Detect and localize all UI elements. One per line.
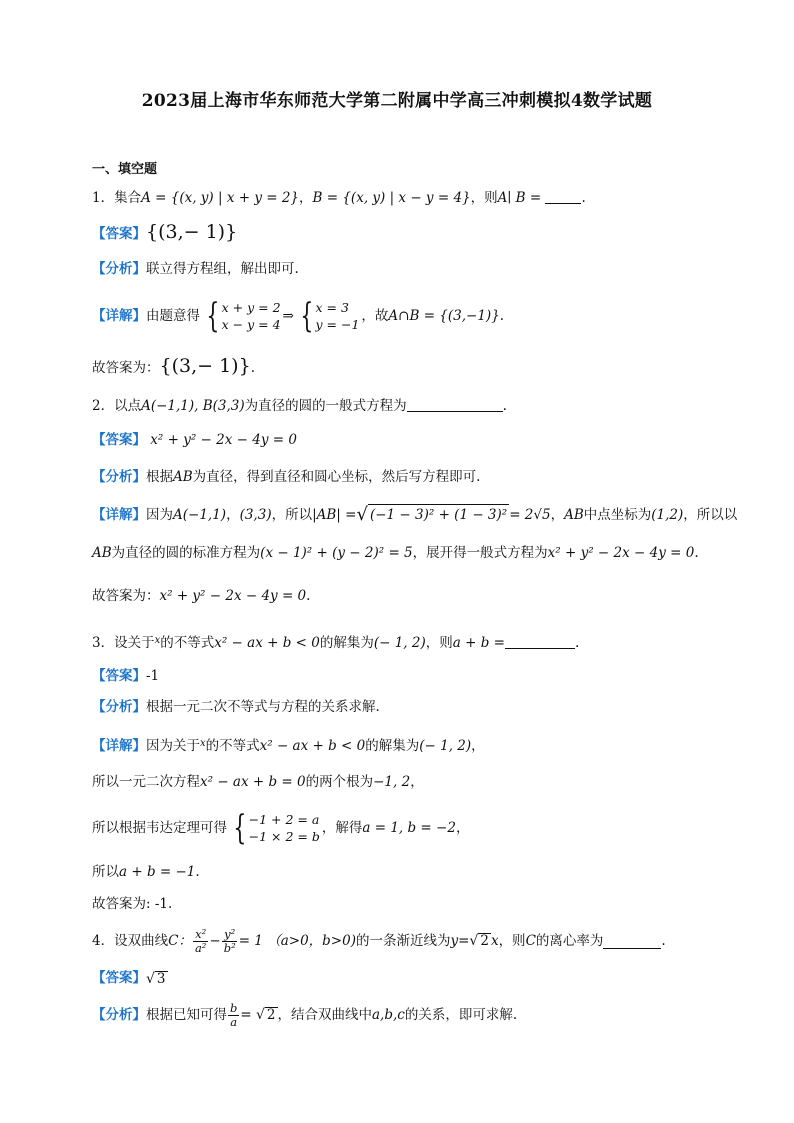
equation: x − y = 4 [221,317,281,332]
q2-conclusion [92,586,724,606]
fraction [222,928,238,955]
text: 的解集为 [319,635,374,651]
text: . [306,588,311,604]
denominator: b² [223,940,236,955]
equation: x = 3 [315,300,349,315]
expression: A∣ B = [497,190,542,206]
text: 所以根据韦达定理可得 [92,820,227,836]
question-2: 2．以点A(−1,1), B(3,3)为直径的圆的一般式方程为 . [92,398,507,414]
expression: = 2√5 [509,507,551,523]
q4-analysis [92,998,724,1032]
center-point: (1,2) [651,507,684,523]
answer-value: x² + y² − 2x − 4y = 0 [150,432,297,448]
q2-detail-line1 [92,503,738,527]
text: ， [455,820,470,836]
q1-detail [92,296,724,336]
analysis-tag: 【分析】 [92,699,146,715]
set-b: B = {(x, y) | x − y = 4} [312,190,471,206]
radicand: (−1 − 3)² + (1 − 3)² [368,504,509,526]
answer-tag: 【答案】 [92,432,146,448]
numerator: x² [195,926,207,941]
equation: x + y = 2 [221,300,281,315]
text: . [694,545,699,561]
answer-tag: 【答案】 [92,226,146,242]
text: 为直径的圆的一般式方程为 [244,398,407,414]
vieta-system: { −1 + 2 = a −1 × 2 = b [233,808,320,848]
text: 的一条渐近线为 [355,933,451,949]
square-root: √ 3 [146,970,166,987]
q2-detail-line2 [92,543,724,563]
answer-blank [603,934,661,949]
distance: |AB| = [312,507,357,523]
q1-answer [92,222,724,244]
text: 因为 [146,507,173,523]
question-4 [92,924,724,958]
text: ，则 [470,190,498,206]
text: 为直径，得到直径和圆心坐标，然后写方程即可. [192,469,481,485]
variable: x [490,933,499,949]
answer-value: {(3,− 1)} [146,221,238,243]
text: ，则 [425,635,453,651]
numerator: y² [224,926,236,941]
inequality: x² − ax + b < 0 [259,738,366,754]
equation: (x − 1)² + (y − 2)² = 5 [260,545,413,561]
variable: x [200,738,206,749]
text: 由题意得 [146,308,200,324]
equation: x² − ax + b = 0 [200,774,306,790]
condition: （a>0，b>0) [267,933,356,949]
analysis-text: 根据一元二次不等式与方程的关系求解. [146,699,380,715]
question-1: 1．集合A = {(x, y) | x + y = 2}，B = {(x, y) | x − y = 4}，则A∣ B = . [92,190,586,206]
solution-system: { x = 3 y = −1 [300,296,360,336]
question-3 [92,631,724,653]
analysis-tag: 【分析】 [92,1007,146,1023]
equation: y = −1 [315,317,360,332]
text: 的两个根为 [305,774,374,790]
question-number: 1． [92,190,115,206]
text: 设双曲线 [114,933,169,949]
expression: = 1 [238,933,263,949]
analysis-text: 联立得方程组，解出即可. [146,261,299,277]
exam-title: 2023届上海市华东师范大学第二附属中学高三冲刺模拟4数学试题 [141,91,653,111]
square-root: √ 2 [469,933,489,949]
square-root: √ (−1 − 3)² + (1 − 3)² [356,504,508,525]
q3-detail-line4 [92,862,724,882]
roots: −1, 2 [373,774,411,790]
text: ，解得 [321,820,363,836]
text: ， [410,774,424,790]
text: 的解集为 [365,738,420,754]
text: ，结合双曲线中 [277,1007,372,1023]
answer-blank [545,189,581,204]
text: ，故 [361,308,389,324]
segment: AB [92,545,112,561]
denominator: a [230,1014,238,1029]
square-root: √ 2 [255,1007,276,1023]
expression: a + b = [452,635,505,651]
question-number: 4． [92,933,115,949]
answer-value: -1 [146,668,160,684]
text: 因为关于 [146,738,200,754]
q2-answer [92,430,724,450]
detail-tag: 【详解】 [92,308,146,324]
question-number: 3． [92,635,115,651]
fraction [193,928,208,955]
variables: a,b,c [372,1007,405,1023]
conclusion-value: x² + y² − 2x − 4y = 0 [159,588,307,604]
segment: AB [564,507,584,523]
text: 设关于 [114,635,155,651]
segment: AB [173,469,193,485]
text: 为直径的圆的标准方程为 [111,545,261,561]
expression: A∩B = {(3,−1)} [388,308,500,324]
text: ， [226,507,240,523]
text: 集合 [114,190,142,206]
answer-tag: 【答案】 [92,668,146,684]
expression: a + b = −1 [119,864,196,880]
text: 所以 [92,864,119,880]
equation-system: { x + y = 2 x − y = 4 [206,296,281,336]
equation: −1 + 2 = a [248,812,320,827]
text: 中点坐标为 [583,507,652,523]
numerator: b [230,1000,238,1015]
q3-detail-line1 [92,734,724,756]
equation: −1 × 2 = b [248,829,320,844]
minus-sign: − [209,933,221,949]
interval: (− 1, 2) [373,635,426,651]
text: ， [471,738,485,754]
q3-answer [92,666,724,686]
text: 根据 [146,469,173,485]
point: (3,3) [239,507,272,523]
equation: x² + y² − 2x − 4y = 0 [547,545,695,561]
text: ， [550,507,565,523]
inequality: x² − ax + b < 0 [214,635,320,651]
text: . [574,635,580,651]
point: A(−1,1) [173,507,227,523]
curve-name: C： [168,933,192,949]
q3-conclusion: 故答案为: -1. [92,896,173,912]
text: 的关系，即可求解. [404,1007,518,1023]
answer-tag: 【答案】 [92,970,146,986]
q1-analysis [92,259,724,279]
denominator: a² [194,940,207,955]
implies-symbol: ⇒ [282,308,294,324]
conclusion-value: {(3,− 1)} [159,355,251,377]
conclusion-label: 故答案为： [92,360,160,376]
answer-value: 3 [156,970,166,987]
conclusion-label: 故答案为： [92,588,160,604]
text: . [661,933,666,949]
curve-name: C [525,933,536,949]
text: ，所以 [271,507,313,523]
answer-blank [407,397,503,412]
text: 以点 [114,398,142,414]
q3-detail-line3 [92,808,724,848]
text: 的离心率为 [535,933,604,949]
text: ，展开得一般式方程为 [412,545,548,561]
section-heading: 一、填空题 [92,162,158,177]
radicand: 2 [480,933,489,949]
points: A(−1,1), B(3,3) [141,398,245,414]
solution: a = 1, b = −2 [362,820,456,836]
radicand: 2 [266,1007,276,1023]
variable: x [154,635,161,646]
q3-analysis [92,697,724,717]
text: 所以一元二次方程 [92,774,200,790]
q4-answer [92,968,724,988]
asymptote: y= [450,933,470,949]
question-number: 2． [92,398,115,414]
text: ，则 [498,933,526,949]
text: 的不等式 [205,738,260,754]
q3-detail-line2 [92,772,724,792]
equals-sign: = [240,1007,252,1023]
answer-blank [505,634,575,649]
detail-tag: 【详解】 [92,738,146,754]
fraction [228,1002,239,1029]
analysis-tag: 【分析】 [92,469,146,485]
q1-conclusion [92,356,724,378]
detail-tag: 【详解】 [92,507,146,523]
analysis-tag: 【分析】 [92,261,146,277]
text: . [499,308,505,324]
text: 根据已知可得 [146,1007,227,1023]
text: . [195,864,200,880]
set-a: A = {(x, y) | x + y = 2} [141,190,300,206]
interval: (− 1, 2) [419,738,472,754]
text: ，所以以 [683,507,738,523]
text: . [250,360,255,376]
q2-analysis [92,467,724,487]
text: ， [299,190,313,206]
text: 的不等式 [160,635,215,651]
